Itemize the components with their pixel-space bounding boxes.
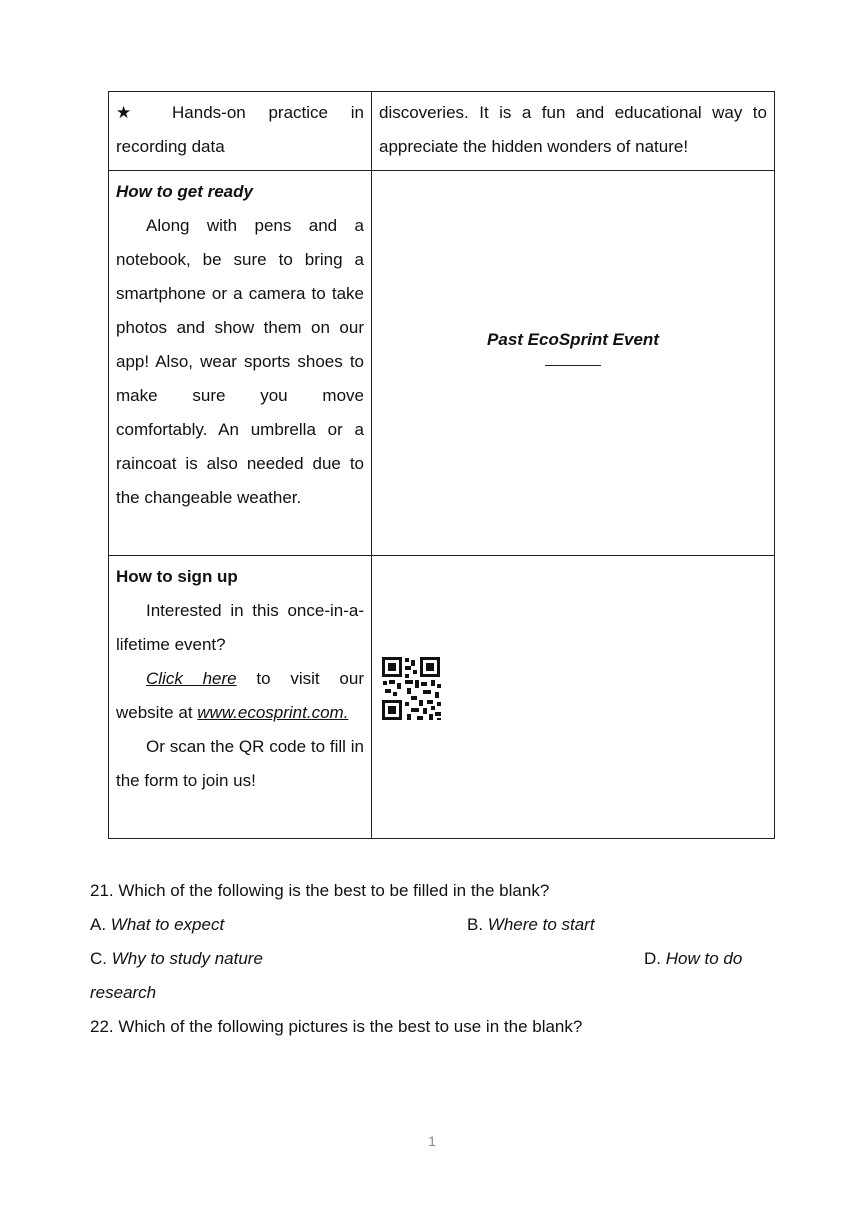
option-a-text: What to expect — [110, 915, 225, 934]
option-b-text: Where to start — [487, 915, 595, 934]
qr-code-graphic — [381, 656, 443, 722]
row1-left-cell — [109, 92, 372, 171]
option-d-continuation — [90, 976, 770, 1010]
click-here-link[interactable]: Click here — [146, 669, 237, 688]
option-d-text: How to do — [665, 949, 743, 968]
get-ready-paragraph: Along with pens and a notebook, be sure to bring a smartphone or a camera to take photos and show them on our app! Also, wear sports shoes to make sure you move comfortably. An umbrella or a raincoat is also needed due to the changeable weather. — [116, 216, 364, 507]
table-row-3 — [109, 556, 775, 839]
option-d-text-cont: research — [90, 983, 157, 1002]
website-link[interactable]: www.ecosprint.com. — [197, 703, 349, 722]
question-21-options-cd — [90, 942, 770, 976]
option-b[interactable] — [467, 908, 595, 942]
visit-website-text — [116, 662, 364, 730]
how-to-get-ready-heading: How to get ready — [116, 182, 253, 201]
hands-on-practice-text: ★ Hands-on practice in recording data — [116, 103, 364, 156]
row3-right-cell — [372, 556, 775, 839]
table-row-1 — [109, 92, 775, 171]
question-21-stem: 21. Which of the following is the best to be filled in the blank? — [90, 881, 550, 900]
option-d-label: D. — [644, 949, 666, 968]
visit-website-rest: to visit our website at — [116, 669, 364, 722]
option-b-label: B. — [467, 915, 488, 934]
option-d[interactable] — [644, 942, 742, 976]
table-row-2 — [109, 171, 775, 556]
option-a[interactable] — [90, 908, 224, 942]
question-22-stem: 22. Which of the following pictures is the best to use in the blank? — [90, 1017, 583, 1036]
scan-qr-text: Or scan the QR code to fill in the form to join us! — [116, 737, 364, 790]
option-c-label: C. — [90, 949, 112, 968]
row3-left-cell — [109, 556, 372, 839]
option-a-label: A. — [90, 915, 111, 934]
row2-left-cell — [109, 171, 372, 556]
option-c-text: Why to study nature — [111, 949, 263, 968]
qr-code-icon[interactable] — [381, 656, 443, 722]
past-event-caption: Past EcoSprint Event — [487, 330, 659, 349]
question-21-options-ab — [90, 908, 770, 942]
event-info-table — [108, 91, 775, 839]
questions-section — [90, 874, 770, 1044]
picture-blank-line — [545, 365, 601, 366]
discoveries-text: discoveries. It is a fun and educational way to appreciate the hidden wonders of nature! — [379, 103, 767, 156]
page-number: 1 — [428, 1133, 436, 1149]
interested-text: Interested in this once-in-a-lifetime event? — [116, 601, 364, 654]
row2-right-cell — [372, 171, 775, 556]
row1-right-cell — [372, 92, 775, 171]
option-c[interactable] — [90, 942, 263, 976]
how-to-sign-up-heading: How to sign up — [116, 567, 238, 586]
